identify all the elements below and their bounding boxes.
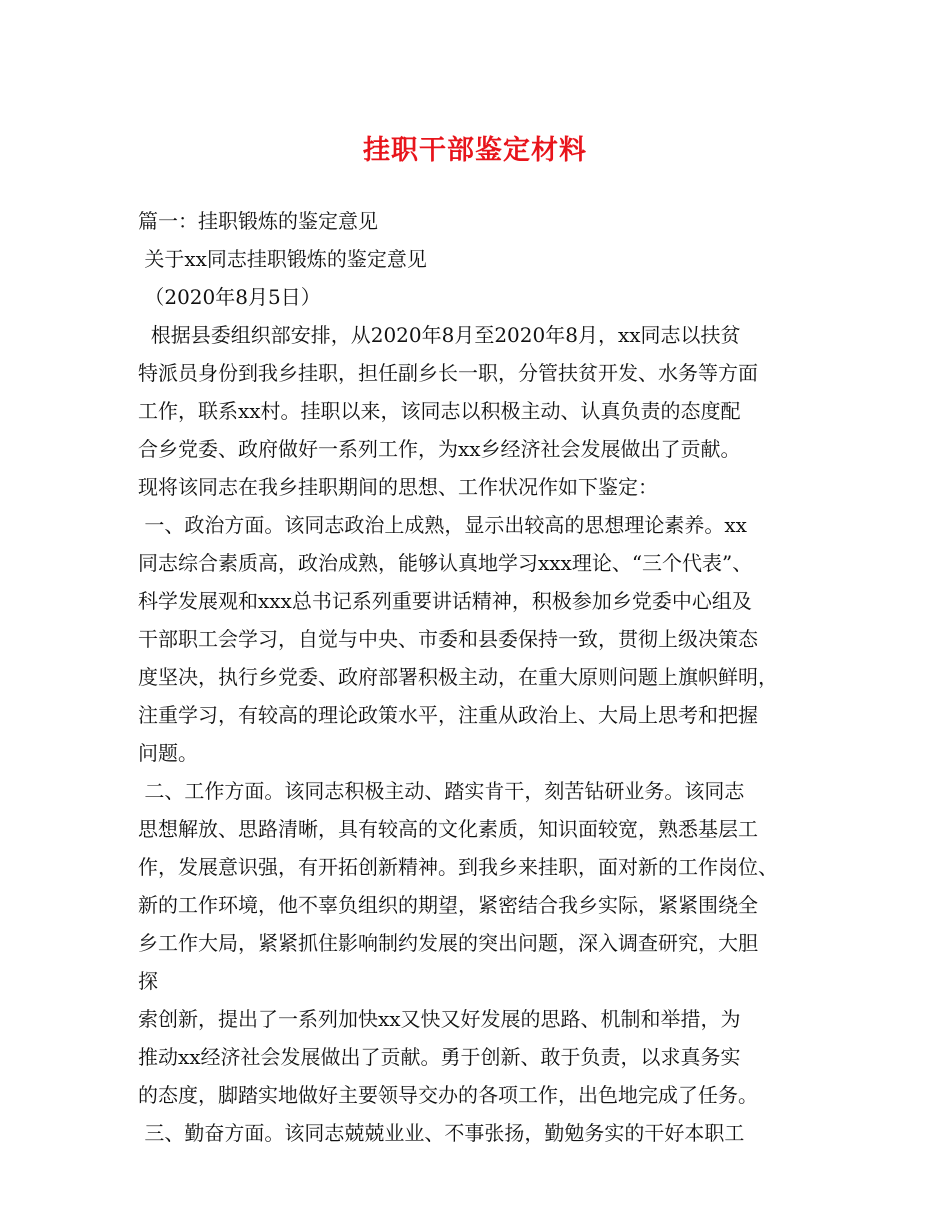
text-line: 探 [138, 969, 158, 993]
text-line: 同志综合素质高，政治成熟，能够认真地学习xxx理论、“三个代表”、 [138, 551, 753, 575]
document-title: 挂职干部鉴定材料 [363, 135, 587, 166]
text-line: 思想解放、思路清晰，具有较高的文化素质，知识面较宽，熟悉基层工 [138, 817, 758, 841]
text-line: 作，发展意识强，有开拓创新精神。到我乡来挂职，面对新的工作岗位、 [138, 855, 778, 879]
text-line: 一、政治方面。该同志政治上成熟，显示出较高的思想理论素养。xx [138, 513, 747, 537]
text-line: 特派员身份到我乡挂职，担任副乡长一职，分管扶贫开发、水务等方面 [138, 361, 758, 385]
text-line: 合乡党委、政府做好一系列工作，为xx乡经济社会发展做出了贡献。 [138, 437, 741, 461]
text-line: 乡工作大局，紧紧抓住影响制约发展的突出问题，深入调查研究，大胆 [138, 931, 758, 955]
text-line: 干部职工会学习，自觉与中央、市委和县委保持一致，贯彻上级决策态 [138, 627, 758, 651]
text-line: 工作，联系xx村。挂职以来，该同志以积极主动、认真负责的态度配 [138, 399, 741, 423]
text-line: 关于xx同志挂职锻炼的鉴定意见 [138, 247, 427, 271]
text-line: 三、勤奋方面。该同志兢兢业业、不事张扬，勤勉务实的干好本职工 [138, 1121, 745, 1145]
text-line: 二、工作方面。该同志积极主动、踏实肯干，刻苦钻研业务。该同志 [138, 779, 745, 803]
text-line: 科学发展观和xxx总书记系列重要讲话精神，积极参加乡党委中心组及 [138, 589, 752, 613]
document-body [138, 202, 828, 1152]
text-line: 注重学习，有较高的理论政策水平，注重从政治上、大局上思考和把握 [138, 703, 758, 727]
text-line: 现将该同志在我乡挂职期间的思想、工作状况作如下鉴定： [138, 475, 658, 499]
text-line: 的态度，脚踏实地做好主要领导交办的各项工作，出色地完成了任务。 [138, 1083, 758, 1107]
text-line: 篇一：挂职锻炼的鉴定意见 [138, 209, 378, 233]
text-line: （2020年8月5日） [138, 285, 321, 309]
text-line: 推动xx经济社会发展做出了贡献。勇于创新、敢于负责，以求真务实 [138, 1045, 741, 1069]
text-line: 度坚决，执行乡党委、政府部署积极主动，在重大原则问题上旗帜鲜明， [138, 665, 778, 689]
text-line: 索创新，提出了一系列加快xx又快又好发展的思路、机制和举措，为 [138, 1007, 741, 1031]
text-line: 问题。 [138, 741, 198, 765]
text-line: 新的工作环境，他不辜负组织的期望，紧密结合我乡实际，紧紧围绕全 [138, 893, 758, 917]
text-line: 根据县委组织部安排，从2020年8月至2020年8月，xx同志以扶贫 [138, 323, 741, 347]
